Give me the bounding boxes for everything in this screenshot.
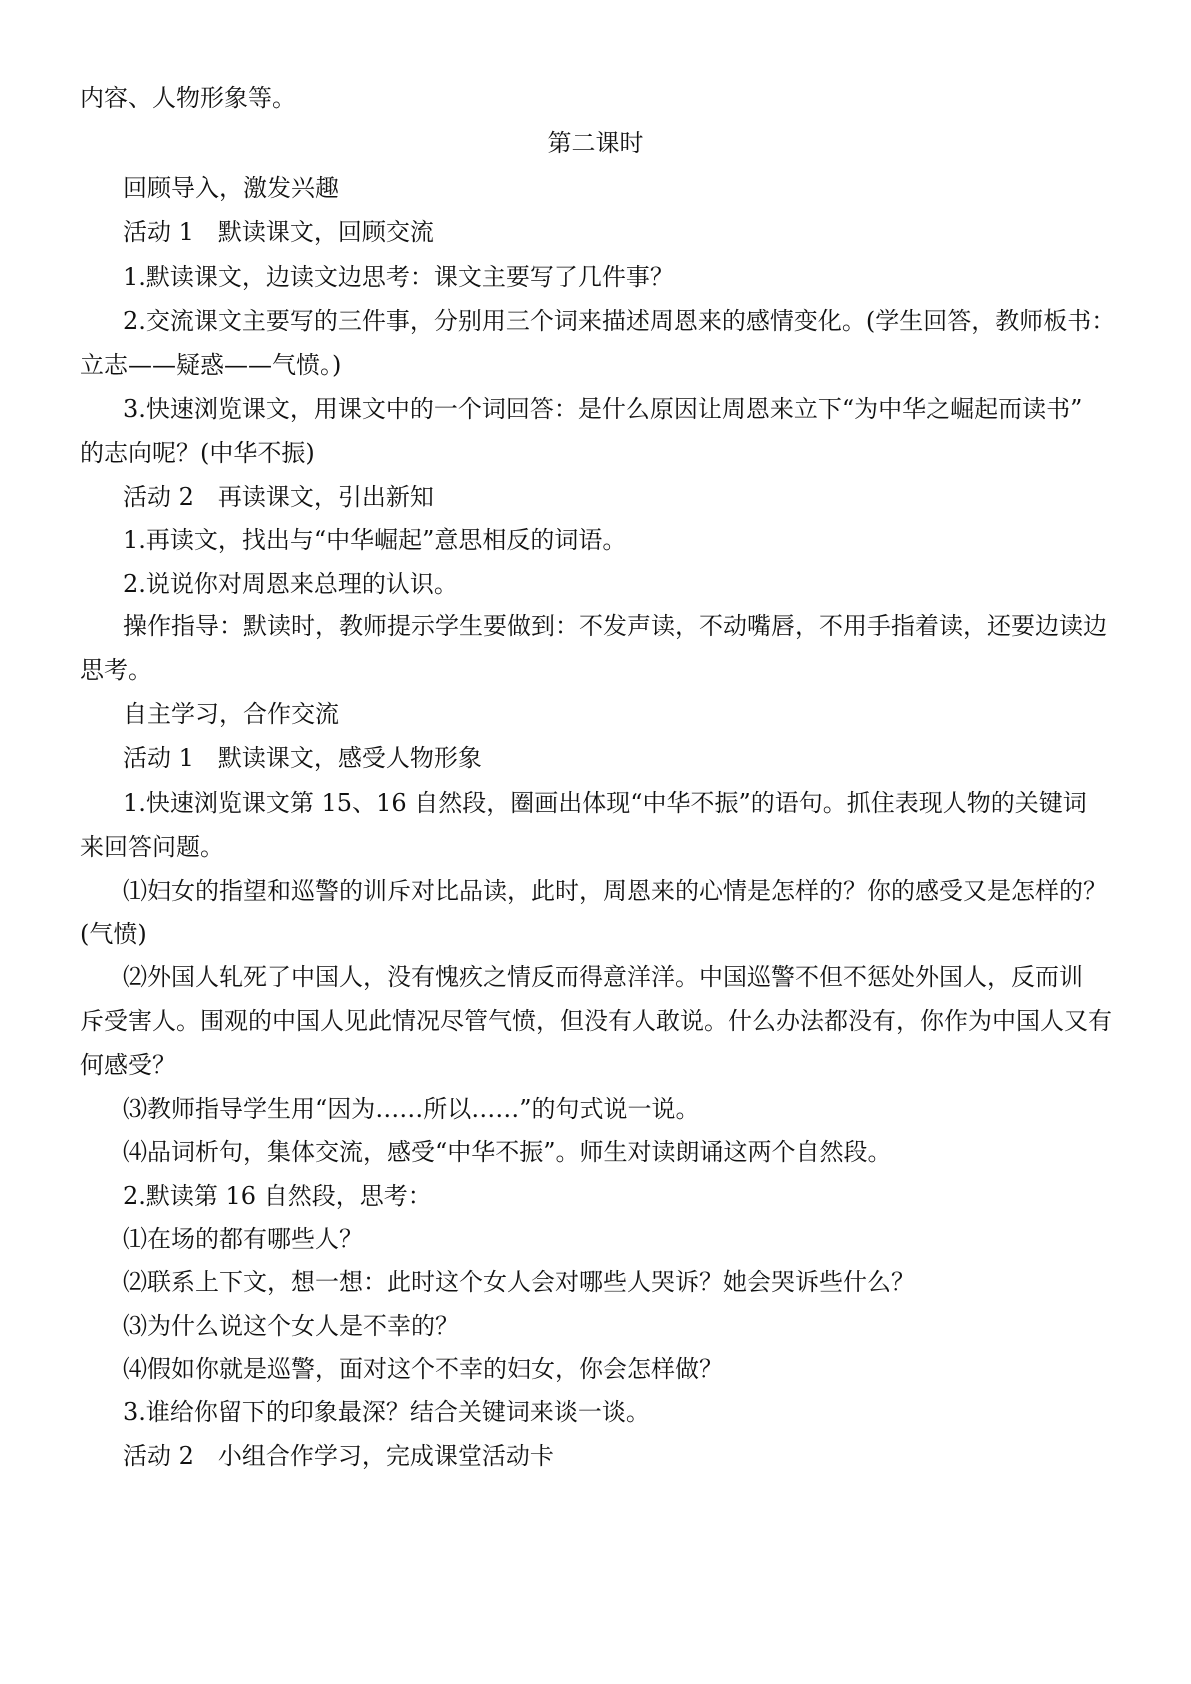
text-line: 1.默读课文，边读文边思考：课文主要写了几件事？ xyxy=(123,263,674,291)
text-line: 活动 1 默读课文，回顾交流 xyxy=(123,218,434,246)
text-line: ⑴妇女的指望和巡警的训斥对比品读，此时，周恩来的心情是怎样的？你的感受又是怎样的？ xyxy=(123,877,1107,905)
text-line: 何感受？ xyxy=(80,1051,176,1079)
text-line: 活动 2 小组合作学习，完成课堂活动卡 xyxy=(123,1442,554,1470)
text-line: 回顾导入，激发兴趣 xyxy=(123,174,339,202)
text-line: 1.快速浏览课文第 15、16 自然段，圈画出体现“中华不振”的语句。抓住表现人物的关键词 xyxy=(123,789,1087,817)
section-heading: 第二课时 xyxy=(547,129,644,157)
text-line: 活动 1 默读课文，感受人物形象 xyxy=(123,744,482,772)
text-line: 的志向呢？(中华不振) xyxy=(80,439,315,467)
text-line: ⑶为什么说这个女人是不幸的？ xyxy=(123,1312,459,1340)
text-line: ⑵外国人轧死了中国人，没有愧疚之情反而得意洋洋。中国巡警不但不惩处外国人，反而训 xyxy=(123,963,1083,991)
text-line: 1.再读文，找出与“中华崛起”意思相反的词语。 xyxy=(123,526,627,554)
text-line: 斥受害人。围观的中国人见此情况尽管气愤，但没有人敢说。什么办法都没有，你作为中国人又有 xyxy=(80,1007,1112,1035)
text-line: ⑷假如你就是巡警，面对这个不幸的妇女，你会怎样做？ xyxy=(123,1355,723,1383)
text-line: 操作指导：默读时，教师提示学生要做到：不发声读，不动嘴唇，不用手指着读，还要边读边 xyxy=(123,612,1107,640)
text-line: 2.说说你对周恩来总理的认识。 xyxy=(123,570,458,598)
text-line: ⑴在场的都有哪些人？ xyxy=(123,1225,363,1253)
text-line: ⑷品词析句，集体交流，感受“中华不振”。师生对读朗诵这两个自然段。 xyxy=(123,1138,892,1166)
text-line: 自主学习，合作交流 xyxy=(123,700,339,728)
text-line: 2.交流课文主要写的三件事，分别用三个词来描述周恩来的感情变化。(学生回答，教师板书： xyxy=(123,307,1116,335)
text-line: 活动 2 再读课文，引出新知 xyxy=(123,483,434,511)
text-line: 思考。 xyxy=(80,656,152,684)
text-line: ⑶教师指导学生用“因为……所以……”的句式说一说。 xyxy=(123,1095,700,1123)
text-line: 2.默读第 16 自然段，思考： xyxy=(123,1182,432,1210)
text-line: (气愤) xyxy=(80,920,147,948)
text-line: 立志——疑惑——气愤。) xyxy=(80,351,342,379)
text-line: 3.快速浏览课文，用课文中的一个词回答：是什么原因让周恩来立下“为中华之崛起而读书” xyxy=(123,395,1083,423)
text-line: ⑵联系上下文，想一想：此时这个女人会对哪些人哭诉？她会哭诉些什么？ xyxy=(123,1268,915,1296)
text-line: 3.谁给你留下的印象最深？结合关键词来谈一谈。 xyxy=(123,1398,650,1426)
text-line: 内容、人物形象等。 xyxy=(80,84,296,112)
text-line: 来回答问题。 xyxy=(80,833,224,861)
